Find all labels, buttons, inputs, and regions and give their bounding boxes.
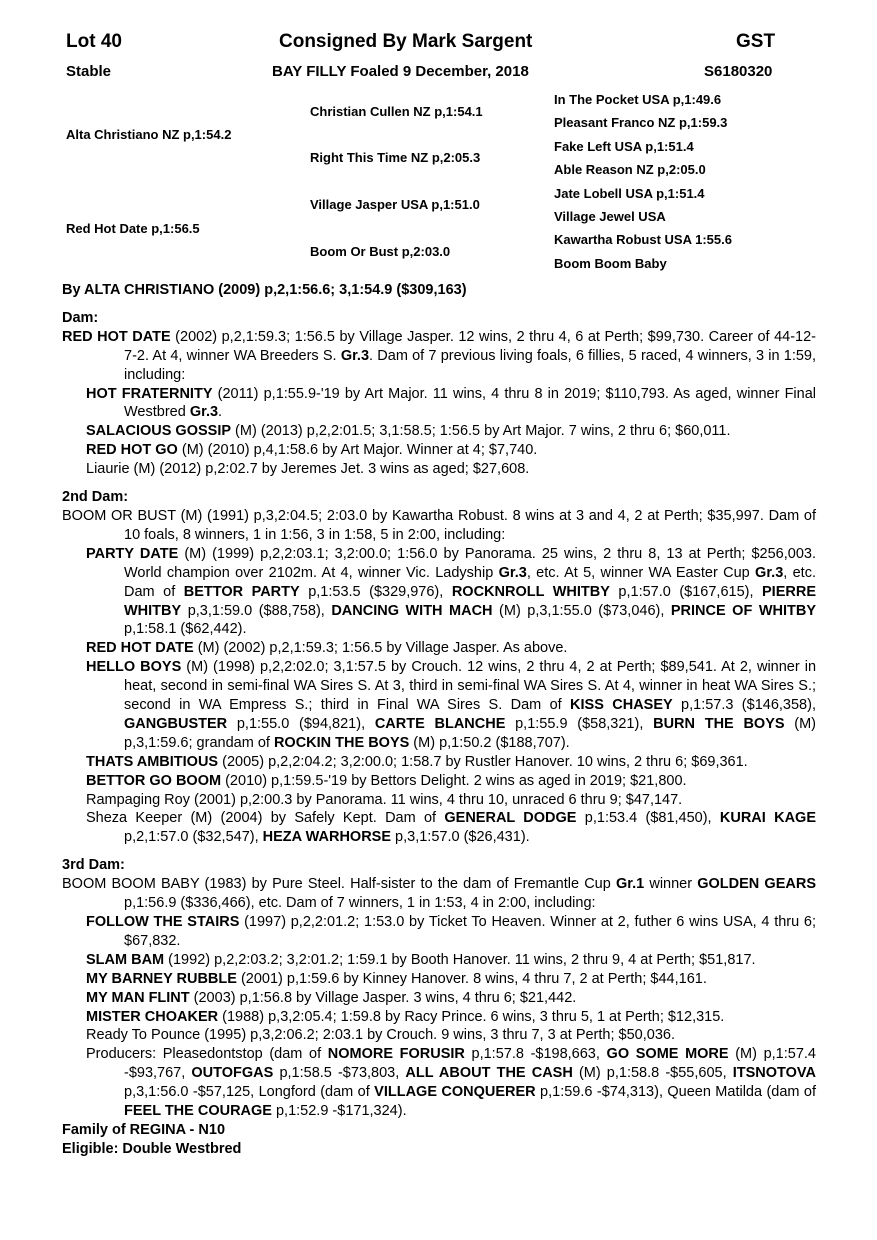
horse-id: S6180320	[704, 63, 773, 80]
pedigree-grandsire: Village Jasper USA p,1:51.0	[310, 197, 480, 212]
pedigree-ancestor: Village Jewel USA	[554, 209, 666, 224]
offspring-entry: FOLLOW THE STAIRS (1997) p,2,2:01.2; 1:53.0 by Ticket To Heaven. Winner at 2, futher 6 wins USA, 4 thru 6; $67,832.	[86, 914, 816, 949]
section-heading-second-dam: 2nd Dam:	[62, 489, 129, 506]
offspring-entry: Rampaging Roy (2001) p,2:00.3 by Panorama. 11 wins, 4 thru 10, unraced 6 thru 9; $47,147.	[86, 791, 683, 808]
sire-line: By ALTA CHRISTIANO (2009) p,2,1:56.6; 3,1:54.9 ($309,163)	[62, 282, 467, 298]
offspring-entry: RED HOT GO (M) (2010) p,4,1:58.6 by Art Major. Winner at 4; $7,740.	[86, 442, 538, 459]
pedigree-ancestor: Boom Boom Baby	[554, 256, 667, 271]
offspring-entry: RED HOT DATE (M) (2002) p,2,1:59.3; 1:56.5 by Village Jasper. As above.	[86, 640, 568, 657]
section-heading-third-dam: 3rd Dam:	[62, 857, 125, 874]
dam-entry: BOOM OR BUST (M) (1991) p,3,2:04.5; 2:03.0 by Kawartha Robust. 8 wins at 3 and 4, 2 at Perth; $35,997. Dam of 10 foals, 8 winners, 1 in 1:56, 3 in 1:58, 5 in 2:00, including:	[62, 507, 816, 543]
dam-entry: RED HOT DATE (2002) p,2,1:59.3; 1:56.5 by Village Jasper. 12 wins, 2 thru 4, 6 at Perth; $99,730. Career of 44-12-7-2. At 4, winner WA Breeders S. Gr.3. Dam of 7 previous living foals, 6 fillies, 5 raced, 4 winners, 3 in 1:59, including:	[62, 328, 817, 383]
sale-code: GST	[736, 31, 776, 52]
pedigree-ancestor: Kawartha Robust USA 1:55.6	[554, 232, 732, 247]
consignor: Consigned By Mark Sargent	[279, 31, 533, 52]
offspring-entry: SLAM BAM (1992) p,2,2:03.2; 3,2:01.2; 1:59.1 by Booth Hanover. 11 wins, 2 thru 9, 4 at Perth; $51,817.	[86, 951, 756, 968]
pedigree-sire: Alta Christiano NZ p,1:54.2	[66, 127, 232, 142]
offspring-entry: Liaurie (M) (2012) p,2:02.7 by Jeremes Jet. 3 wins as aged; $27,608.	[86, 461, 530, 478]
pedigree-ancestor: Pleasant Franco NZ p,1:59.3	[554, 115, 728, 130]
pedigree-ancestor: Jate Lobell USA p,1:51.4	[554, 186, 705, 201]
pedigree-granddam: Boom Or Bust p,2:03.0	[310, 244, 451, 259]
pedigree-dam: Red Hot Date p,1:56.5	[66, 221, 200, 236]
pedigree-ancestor: Fake Left USA p,1:51.4	[554, 139, 694, 154]
pedigree-granddam: Right This Time NZ p,2:05.3	[310, 150, 481, 165]
horse-description: BAY FILLY Foaled 9 December, 2018	[272, 63, 529, 80]
section-heading-dam: Dam:	[62, 309, 99, 326]
offspring-entry: HOT FRATERNITY (2011) p,1:55.9-'19 by Art Major. 11 wins, 4 thru 8 in 2019; $110,793. As aged, winner Final Westbred Gr.3.	[86, 385, 816, 421]
pedigree-grandsire: Christian Cullen NZ p,1:54.1	[310, 104, 483, 119]
offspring-entry: THATS AMBITIOUS (2005) p,2,2:04.2; 3,2:00.0; 1:58.7 by Rustler Hanover. 10 wins, 2 thru 6; $69,361.	[86, 753, 748, 770]
offspring-entry: MISTER CHOAKER (1988) p,3,2:05.4; 1:59.8 by Racy Prince. 6 wins, 3 thru 5, 1 at Perth; $12,315.	[86, 1008, 725, 1025]
lot-number: Lot 40	[66, 31, 122, 52]
offspring-entry: Sheza Keeper (M) (2004) by Safely Kept. Dam of GENERAL DODGE p,1:53.4 ($81,450), KURAI KAGE p,2,1:57.0 ($32,547), HEZA WARHORSE p,3,1:57.0 ($26,431).	[86, 810, 816, 846]
offspring-entry: MY MAN FLINT (2003) p,1:56.8 by Village Jasper. 3 wins, 4 thru 6; $21,442.	[86, 989, 577, 1006]
dam-entry: BOOM BOOM BABY (1983) by Pure Steel. Half-sister to the dam of Fremantle Cup Gr.1 winner GOLDEN GEARS p,1:56.9 ($336,466), etc. Dam of 7 winners, 1 in 1:53, 4 in 2:00, including:	[62, 876, 816, 912]
offspring-entry: Ready To Pounce (1995) p,3,2:06.2; 2:03.1 by Crouch. 9 wins, 3 thru 7, 3 at Perth; $50,036.	[86, 1027, 675, 1044]
offspring-entry: HELLO BOYS (M) (1998) p,2,2:02.0; 3,1:57.5 by Crouch. 12 wins, 2 thru 4, 2 at Perth; $89,541. At 2, winner in heat, second in semi-final WA Sires S. At 3, third in semi-final WA Sires S. At 4, winner in heat WA Sires S.; second in WA Empress S.; third in Final WA Sires S. Dam of KISS CHASEY p,1:57.3 ($146,358), GANGBUSTER p,1:55.0 ($94,821), CARTE BLANCHE p,1:55.9 ($58,321), BURN THE BOYS (M) p,3,1:59.6; grandam of ROCKIN THE BOYS (M) p,1:50.2 ($188,707).	[86, 659, 817, 751]
eligibility-line: Eligible: Double Westbred	[62, 1140, 242, 1157]
location: Stable	[66, 63, 112, 80]
offspring-entry: BETTOR GO BOOM (2010) p,1:59.5-'19 by Bettors Delight. 2 wins as aged in 2019; $21,800.	[86, 772, 687, 789]
catalogue-body	[62, 281, 816, 1159]
pedigree-ancestor: Able Reason NZ p,2:05.0	[554, 162, 706, 177]
producers-entry: Producers: Pleasedontstop (dam of NOMORE FORUSIR p,1:57.8 -$198,663, GO SOME MORE (M) p,1:57.4 -$93,767, OUTOFGAS p,1:58.5 -$73,803, ALL ABOUT THE CASH (M) p,1:58.8 -$55,605, ITSNOTOVA p,3,1:56.0 -$57,125, Longford (dam of VILLAGE CONQUERER p,1:59.6 -$74,313), Queen Matilda (dam of FEEL THE COURAGE p,1:52.9 -$171,324).	[86, 1046, 816, 1120]
family-line: Family of REGINA - N10	[62, 1121, 226, 1138]
pedigree-ancestor: In The Pocket USA p,1:49.6	[554, 92, 722, 107]
offspring-entry: PARTY DATE (M) (1999) p,2,2:03.1; 3,2:00.0; 1:56.0 by Panorama. 25 wins, 2 thru 8, 13 at Perth; $256,003. World champion over 2102m. At 4, winner Vic. Ladyship Gr.3, etc. At 5, winner WA Easter Cup Gr.3, etc. Dam of BETTOR PARTY p,1:53.5 ($329,976), ROCKNROLL WHITBY p,1:57.0 ($167,615), PIERRE WHITBY p,3,1:59.0 ($88,758), DANCING WITH MACH (M) p,3,1:55.0 ($73,046), PRINCE OF WHITBY p,1:58.1 ($62,442).	[86, 545, 817, 638]
offspring-entry: MY BARNEY RUBBLE (2001) p,1:59.6 by Kinney Hanover. 8 wins, 4 thru 7, 2 at Perth; $44,161.	[86, 970, 707, 987]
offspring-entry: SALACIOUS GOSSIP (M) (2013) p,2,2:01.5; 3,1:58.5; 1:56.5 by Art Major. 7 wins, 2 thru 6; $60,011.	[86, 423, 731, 440]
